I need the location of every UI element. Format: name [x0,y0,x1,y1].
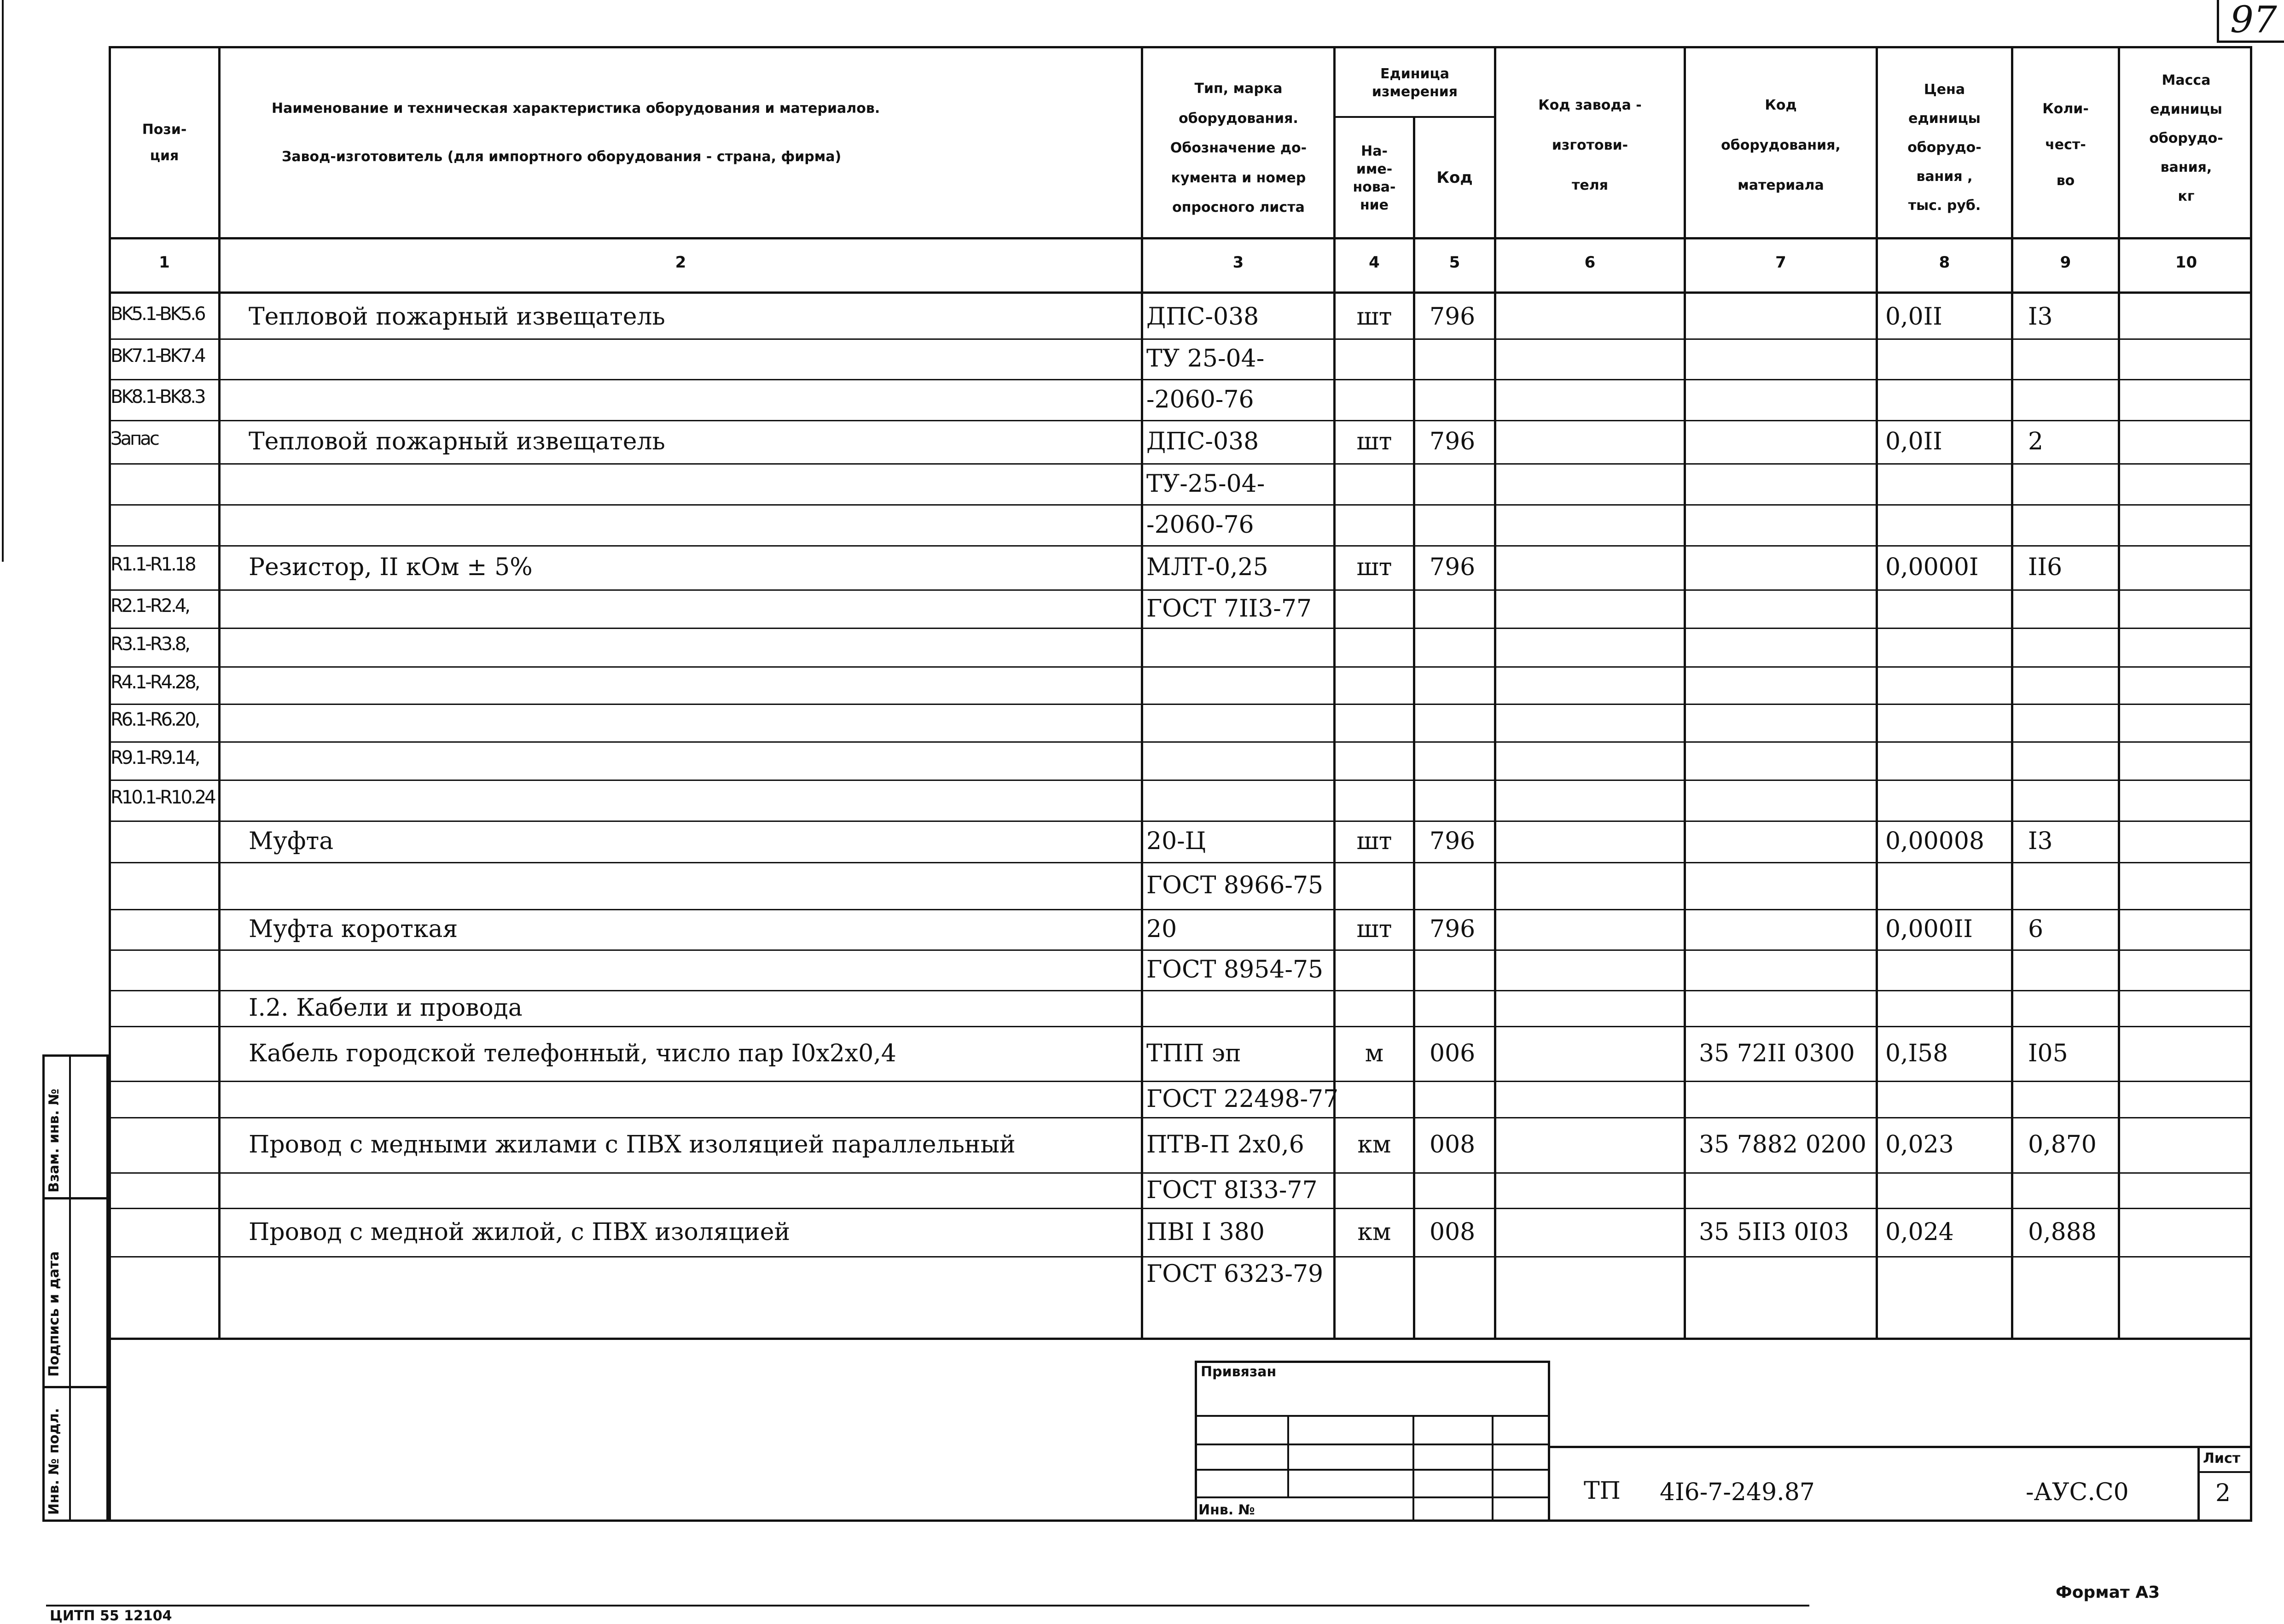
row-separator [109,1172,2252,1174]
cell-code: 796 [1430,428,1476,455]
cell-price: 0,023 [1885,1131,1954,1158]
cell-pos: R9.1-R9.14, [110,747,199,768]
row-separator [109,338,2252,340]
cell-type: ГОСТ 6323-79 [1146,1260,1324,1288]
row-separator [109,504,2252,506]
row-separator [109,666,2252,668]
row-separator [109,821,2252,822]
header-type: Тип, марка оборудования. Обозначение до- кумента и номер опросного листа [1170,81,1307,216]
cell-equip: 35 7882 0200 [1699,1131,1866,1158]
cell-type: ПВI I 380 [1146,1218,1265,1246]
cell-qty: 0,888 [2028,1218,2097,1246]
cell-pos: R10.1-R10.24 [110,786,215,808]
corner-sheet-number: 97 [2217,0,2284,43]
cell-type: 20 [1146,915,1177,943]
header-factory-code: Код завода - изготови- теля [1538,97,1642,193]
col-number-6: 6 [1584,253,1596,272]
format-label: Формат А3 [2056,1583,2160,1602]
cell-qty: 0,870 [2028,1131,2097,1158]
cell-name: Муфта [249,827,334,855]
cell-pos: R2.1-R2.4, [110,595,189,617]
cell-price: 0,0II [1885,428,1942,455]
cell-name: Кабель городской телефонный, число пар I0x2x0,4 [249,1039,896,1067]
cell-unit: шт [1356,915,1392,943]
row-separator [109,862,2252,863]
stamp-inv-original: Инв. № подл. [46,1408,62,1515]
header-name-line2: Завод-изготовитель (для импортного оборудования - страна, фирма) [282,148,842,165]
cell-unit: шт [1356,428,1392,455]
cell-code: 006 [1430,1039,1476,1067]
cell-pos: BK8.1-BK8.3 [110,386,204,407]
cell-qty: I3 [2028,303,2053,331]
cell-type: -2060-76 [1146,511,1254,539]
doc-code-number: 4I6-7-249.87 [1660,1478,1815,1506]
cell-code: 796 [1430,303,1476,331]
cell-type: ГОСТ 8954-75 [1146,956,1324,984]
row-separator [109,949,2252,951]
cell-unit: м [1365,1039,1384,1067]
cell-price: 0,I58 [1885,1039,1948,1067]
row-separator [109,379,2252,380]
cell-price: 0,024 [1885,1218,1954,1246]
cell-name: Муфта короткая [249,915,458,943]
cell-qty: 2 [2028,428,2044,455]
row-separator [109,545,2252,547]
header-equipment-code: Код оборудования, материала [1721,97,1841,193]
cell-unit: км [1357,1131,1391,1158]
cell-price: 0,000II [1885,915,1973,943]
row-separator [109,1026,2252,1027]
cell-pos: BK7.1-BK7.4 [110,345,204,367]
header-name-line1: Наименование и техническая характеристика оборудования и материалов. [272,100,880,116]
reference-code: ЦИТП 55 12104 [50,1608,172,1624]
cell-unit: шт [1356,553,1392,581]
cell-code: 796 [1430,915,1476,943]
row-separator [109,1256,2252,1257]
sheet-value: 2 [2215,1479,2231,1507]
cell-unit: км [1357,1218,1391,1246]
row-separator [109,909,2252,910]
cell-pos: Запас [110,428,158,449]
cell-type: ТУ-25-04- [1146,470,1265,498]
row-separator [109,1117,2252,1118]
cell-qty: II6 [2028,553,2063,581]
cell-name: Провод с медной жилой, с ПВХ изоляцией [249,1218,790,1246]
col-number-1: 1 [159,253,170,272]
row-separator [109,990,2252,991]
row-separator [109,780,2252,781]
cell-code: 796 [1430,553,1476,581]
cell-price: 0,0000I [1885,553,1979,581]
row-separator [109,704,2252,705]
cell-type: ТУ 25-04- [1146,345,1265,373]
header-unit-code: Код [1436,169,1473,187]
cell-type: ДПС-038 [1146,303,1259,331]
row-separator [109,463,2252,465]
row-separator [109,741,2252,743]
cell-code: 008 [1430,1218,1476,1246]
cell-name: I.2. Кабели и провода [249,994,523,1022]
header-quantity: Коли- чест- во [2042,101,2089,189]
binding-label: Привязан [1201,1364,1277,1380]
binding-edge-line [2,0,4,562]
col-number-9: 9 [2060,253,2071,272]
col-number-10: 10 [2175,253,2197,272]
cell-type: ГОСТ 7II3-77 [1146,594,1312,623]
cell-type: ГОСТ 22498-77 [1146,1085,1339,1113]
cell-name: Провод с медными жилами с ПВХ изоляцией параллельный [249,1131,1016,1158]
cell-type: ПТВ-П 2x0,6 [1146,1131,1304,1158]
cell-name: Тепловой пожарный извещатель [249,428,665,455]
cell-name: Тепловой пожарный извещатель [249,303,665,331]
cell-pos: R4.1-R4.28, [110,671,199,693]
col-number-7: 7 [1775,253,1786,272]
cell-pos: BK5.1-BK5.6 [110,303,204,325]
cell-unit: шт [1356,303,1392,331]
cell-qty: 6 [2028,915,2044,943]
header-unit-group: Единица измерения [1372,66,1458,100]
cell-price: 0,0II [1885,303,1942,331]
cell-equip: 35 72II 0300 [1699,1039,1855,1067]
row-separator [109,1081,2252,1082]
doc-code-series: ТП [1584,1477,1621,1505]
cell-pos: R1.1-R1.18 [110,554,195,575]
cell-qty: I05 [2028,1039,2068,1067]
cell-unit: шт [1356,827,1392,855]
cell-pos: R3.1-R3.8, [110,634,189,655]
row-separator [109,589,2252,591]
cell-price: 0,00008 [1885,827,1985,855]
header-unit-mass: Масса единицы оборудо- вания, кг [2149,72,2223,204]
row-separator [109,420,2252,421]
col-number-4: 4 [1369,253,1380,272]
header-unit-name: На- име- нова- ние [1353,143,1396,213]
cell-code: 008 [1430,1131,1476,1158]
cell-type: ДПС-038 [1146,428,1259,455]
cell-type: -2060-76 [1146,385,1254,413]
cell-type: ГОСТ 8966-75 [1146,872,1324,899]
cell-pos: R6.1-R6.20, [110,709,199,730]
header-unit-price: Цена единицы оборудо- вания , тыс. руб. [1907,81,1982,214]
col-number-5: 5 [1449,253,1460,272]
inv-number-label: Инв. № [1198,1502,1255,1518]
col-number-2: 2 [675,253,686,272]
header-position: Пози- ция [142,121,187,164]
cell-name: Резистор, II кОм ± 5% [249,553,533,581]
row-separator [109,1208,2252,1209]
cell-qty: I3 [2028,827,2053,855]
cell-type: ТПП эп [1146,1039,1241,1067]
col-number-8: 8 [1939,253,1950,272]
doc-code-suffix: -АУС.С0 [2026,1478,2129,1506]
cell-code: 796 [1430,827,1476,855]
sheet-label: Лист [2203,1450,2241,1467]
cell-type: 20-Ц [1146,827,1206,855]
cell-type: ГОСТ 8I33-77 [1146,1176,1318,1204]
cell-equip: 35 5II3 0I03 [1699,1218,1849,1246]
row-separator [109,628,2252,629]
col-number-3: 3 [1232,253,1244,272]
stamp-signature-date: Подпись и дата [46,1251,62,1377]
cell-type: МЛТ-0,25 [1146,553,1268,581]
stamp-vzam-inv: Взам. инв. № [46,1088,62,1193]
